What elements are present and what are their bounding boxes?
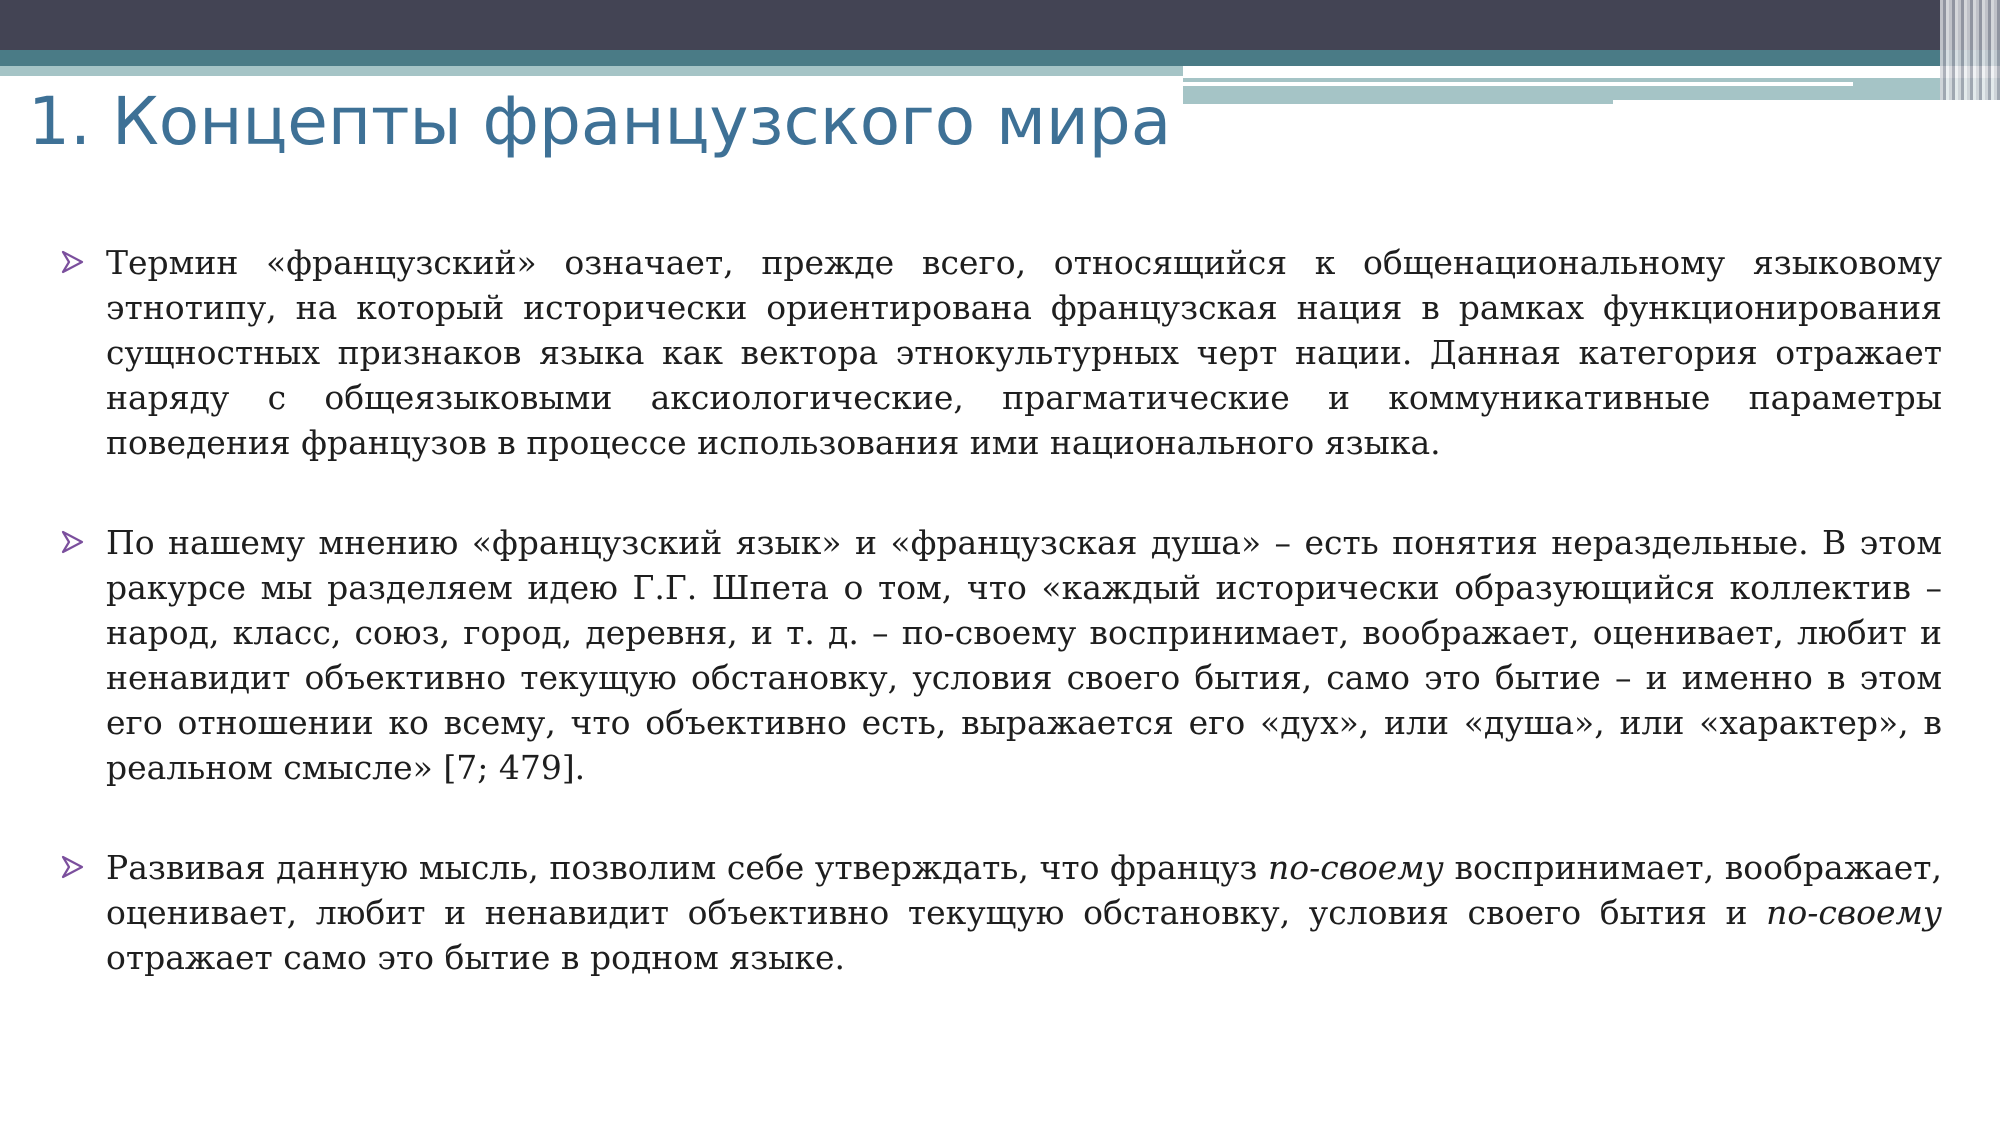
bullet-text: Термин «французский» означает, прежде всего, относящийся к общенациональному языковому этнотипу, на который исторически ориентирована французская нация в рамках функционирования сущностных признаков языка как вектора этнокультурных черт нации. Данная категория отражает наряду с общеязыковыми аксиологические, прагматические и коммуникативные параметры поведения французов в процессе использования ими национального языка. [106,243,1942,462]
bullet-text-segment: Развивая данную мысль, позволим себе утверждать, что француз [106,848,1268,887]
header-band-teal [0,50,2000,66]
bullet-text [106,845,1942,980]
bullet-item [60,520,1942,790]
bullet-text-emphasis: по-своему [1766,893,1942,932]
bullet-text-segment: отражает само это бытие в родном языке. [106,938,846,977]
header-band-dark [0,0,2000,50]
bullet-text: По нашему мнению «французский язык» и «французская душа» – есть понятия нераздельные. В этом ракурсе мы разделяем идею Г.Г. Шпета о том, что «каждый исторически образующийся коллектив – народ, класс, союз, город, деревня, и т. д. – по-своему воспринимает, воображает, оценивает, любит и ненавидит объективно текущую обстановку, условия своего бытия, само это бытие – и именно в этом его отношении ко всему, что объективно есть, выражается его «дух», или «душа», или «характер», в реальном смысле» [7; 479]. [106,523,1942,787]
header-band-light [0,66,1183,76]
bullet-list [60,240,1942,1035]
slide-title: 1. Концепты французского мира [28,83,1172,160]
header-accent-line [1183,82,1853,86]
bullet-item [60,845,1942,980]
bullet-text-emphasis: по-своему [1267,848,1444,887]
header-band-light-underline [1183,100,1613,104]
header-stripes-decoration [1940,0,2000,100]
arrow-bullet-icon [60,524,86,560]
arrow-bullet-icon [60,244,86,280]
bullet-text-segment: воспринимает, воображает, оценивает, любит и ненавидит объективно текущую обстановку, условия своего бытия и [106,848,1943,932]
bullet-item [60,240,1942,465]
arrow-bullet-icon [60,849,86,885]
